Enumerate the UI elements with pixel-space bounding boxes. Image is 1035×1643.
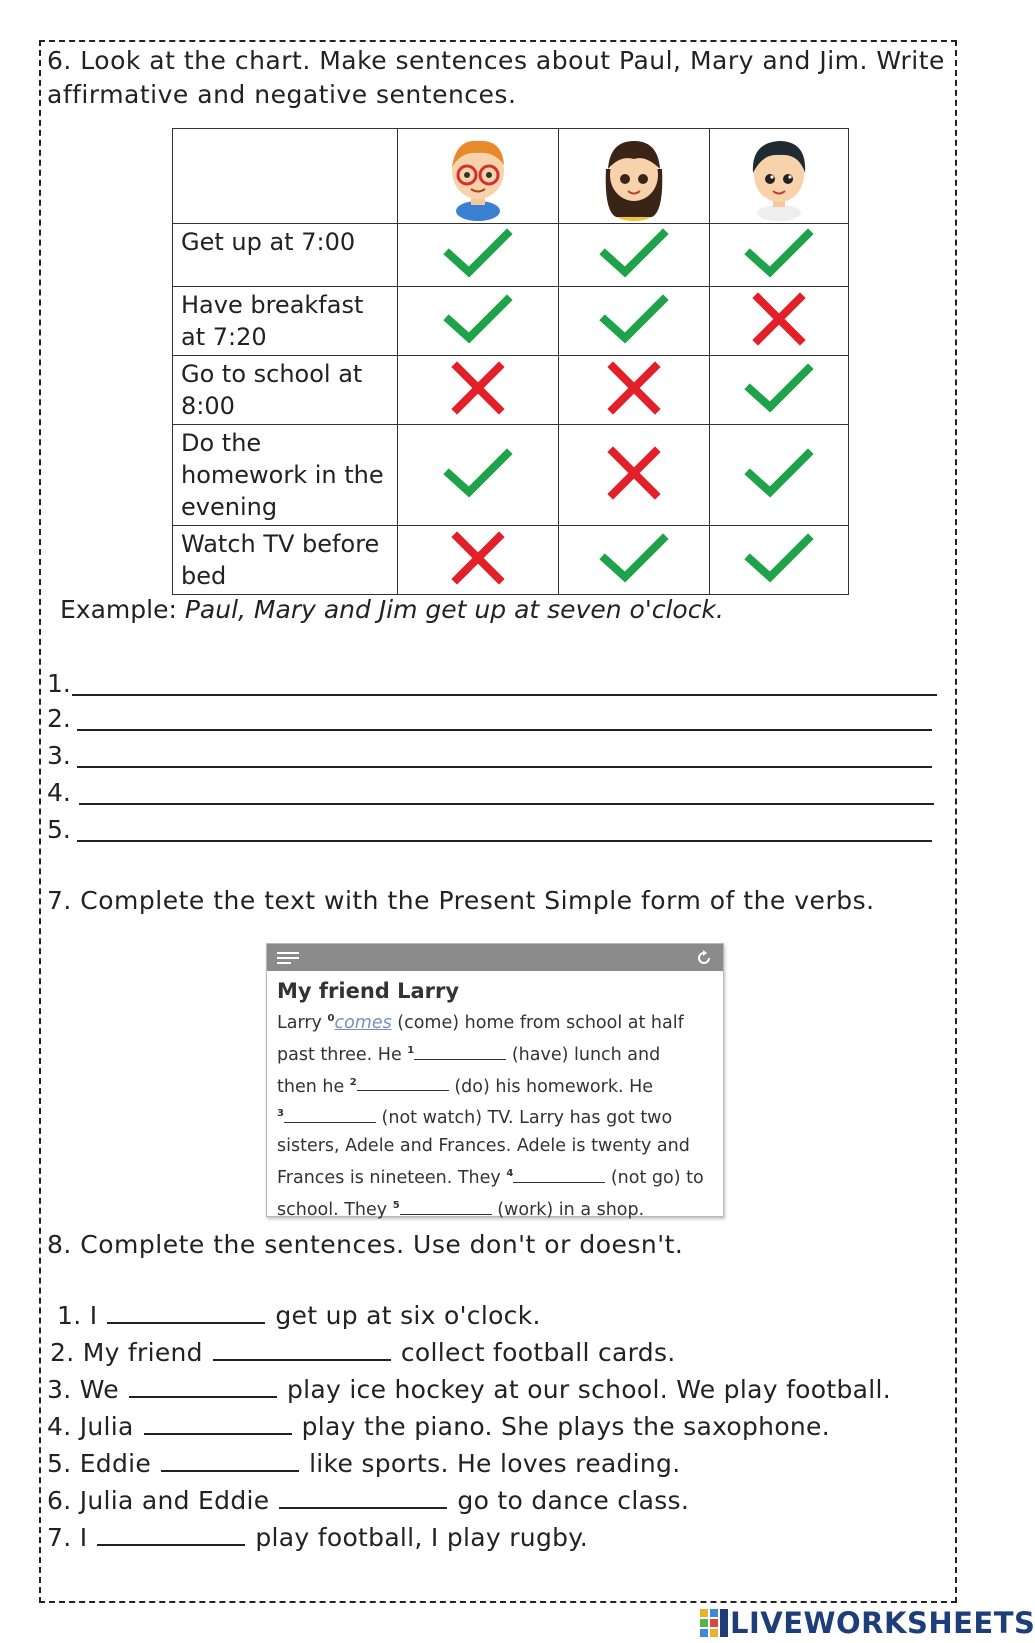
- gap-number: 1: [407, 1044, 415, 1056]
- text-box-body: [277, 1005, 723, 1224]
- paul-row1-mark: [398, 224, 559, 287]
- text-fragment: (not go) to: [605, 1168, 704, 1189]
- sentence-end: get up at six o'clock.: [275, 1301, 541, 1330]
- answer-line-1: [47, 669, 71, 698]
- chart-row-label: Go to school at 8:00: [173, 356, 398, 425]
- answer-line-2: [47, 704, 71, 733]
- sentence-start: 2. My friend: [50, 1338, 203, 1367]
- cross-icon: [443, 531, 513, 586]
- text-fragment: sisters, Adele and Frances. Adele is twenty and: [277, 1136, 690, 1157]
- sentence-end: collect football cards.: [400, 1338, 676, 1367]
- answer-input-3[interactable]: [77, 766, 932, 768]
- sentence-3: [47, 1374, 891, 1404]
- text-fragment: then he: [277, 1076, 350, 1097]
- answer-input-2[interactable]: [77, 729, 932, 731]
- jim-row3-mark: [710, 356, 849, 425]
- chart-row-label: Watch TV before bed: [173, 526, 398, 595]
- sentence-end: play football, I play rugby.: [255, 1523, 589, 1552]
- mary-row5-mark: [559, 526, 710, 595]
- answer-line-4: [47, 778, 71, 807]
- mary-row1-mark: [559, 224, 710, 287]
- sentence-3-input[interactable]: [129, 1374, 277, 1398]
- gap-number: 2: [349, 1076, 357, 1088]
- check-icon: [443, 292, 513, 347]
- answer-line-5: [47, 815, 71, 844]
- gap-4-input[interactable]: [513, 1165, 605, 1183]
- sentence-2-input[interactable]: [213, 1337, 391, 1361]
- check-icon: [443, 446, 513, 501]
- text-box-title: My friend Larry: [277, 979, 460, 1003]
- jim-row2-mark: [710, 287, 849, 356]
- sentence-1-input[interactable]: [107, 1300, 265, 1324]
- answer-number: 2.: [47, 704, 71, 733]
- cross-icon: [744, 292, 814, 347]
- answer-number: 1.: [47, 669, 71, 698]
- check-icon: [599, 226, 669, 281]
- check-icon: [744, 446, 814, 501]
- cross-icon: [443, 361, 513, 416]
- cross-icon: [599, 361, 669, 416]
- exercise7-instruction: 7. Complete the text with the Present Simple form of the verbs.: [47, 886, 875, 915]
- liveworksheets-logo: [700, 1607, 1035, 1639]
- sentence-5-input[interactable]: [161, 1448, 299, 1472]
- sentence-end: play ice hockey at our school. We play football.: [286, 1375, 891, 1404]
- larry-text-box: [266, 943, 724, 1220]
- check-icon: [443, 226, 513, 281]
- sentence-start: 7. I: [47, 1523, 88, 1552]
- answer-number: 3.: [47, 741, 71, 770]
- activity-chart: [172, 128, 849, 595]
- text-fragment: (work) in a shop.: [491, 1199, 645, 1220]
- answer-number: 4.: [47, 778, 71, 807]
- example-label: Example:: [60, 595, 177, 624]
- gap-number: 3: [277, 1108, 284, 1120]
- menu-icon: [277, 952, 301, 964]
- gap-3-input[interactable]: [284, 1105, 376, 1123]
- paul-row4-mark: [398, 425, 559, 526]
- logo-text: LIVEWORKSHEETS: [730, 1606, 1035, 1640]
- answer-line-3: [47, 741, 71, 770]
- sentence-start: 1. I: [57, 1301, 98, 1330]
- gap-number: 0: [327, 1013, 335, 1024]
- answer-number: 5.: [47, 815, 71, 844]
- example-sentence: [60, 595, 724, 624]
- gap-number: 5: [392, 1200, 400, 1212]
- text-fragment: Frances is nineteen. They: [277, 1168, 507, 1189]
- sentence-end: like sports. He loves reading.: [309, 1449, 681, 1478]
- answer-input-5[interactable]: [77, 840, 932, 842]
- jim-avatar: [710, 129, 849, 224]
- sentence-end: go to dance class.: [457, 1486, 690, 1515]
- paul-row3-mark: [398, 356, 559, 425]
- check-icon: [744, 361, 814, 416]
- text-fragment: (have) lunch and: [506, 1044, 661, 1065]
- logo-grid-icon: [700, 1609, 728, 1637]
- example-text: Paul, Mary and Jim get up at seven o'clock.: [184, 595, 724, 624]
- mary-avatar: [559, 129, 710, 224]
- chart-row-label: Do the homework in the evening: [173, 425, 398, 526]
- jim-row5-mark: [710, 526, 849, 595]
- paul-avatar: [398, 129, 559, 224]
- sentence-7: [47, 1522, 588, 1552]
- text-fragment: school. They: [277, 1199, 393, 1220]
- gap-1-input[interactable]: [414, 1042, 506, 1060]
- jim-row1-mark: [710, 224, 849, 287]
- exercise8-instruction: 8. Complete the sentences. Use don't or doesn't.: [47, 1230, 684, 1259]
- sentence-start: 5. Eddie: [47, 1449, 152, 1478]
- mary-row2-mark: [559, 287, 710, 356]
- paul-row2-mark: [398, 287, 559, 356]
- example-answer: comes: [334, 1012, 392, 1033]
- paul-row5-mark: [398, 526, 559, 595]
- sentence-1: [57, 1300, 541, 1330]
- check-icon: [744, 226, 814, 281]
- gap-number: 4: [506, 1168, 514, 1180]
- chart-row-label: Get up at 7:00: [173, 224, 398, 287]
- sentence-end: play the piano. She plays the saxophone.: [301, 1412, 830, 1441]
- sentence-start: 4. Julia: [47, 1412, 134, 1441]
- sentence-start: 3. We: [47, 1375, 119, 1404]
- mary-row4-mark: [559, 425, 710, 526]
- sentence-start: 6. Julia and Eddie: [47, 1486, 270, 1515]
- text-fragment: (do) his homework. He: [448, 1076, 654, 1097]
- gap-5-input[interactable]: [400, 1197, 492, 1215]
- check-icon: [599, 531, 669, 586]
- sentence-2: [50, 1337, 676, 1367]
- text-fragment: past three. He: [277, 1044, 408, 1065]
- refresh-icon: [695, 949, 713, 967]
- gap-2-input[interactable]: [357, 1073, 449, 1091]
- sentence-7-input[interactable]: [97, 1522, 245, 1546]
- sentence-4-input[interactable]: [144, 1411, 292, 1435]
- mary-row3-mark: [559, 356, 710, 425]
- sentence-6-input[interactable]: [279, 1485, 447, 1509]
- sentence-6: [47, 1485, 689, 1515]
- text-fragment: (come) home from school at half: [391, 1012, 684, 1033]
- check-icon: [744, 531, 814, 586]
- check-icon: [599, 292, 669, 347]
- text-fragment: Larry: [277, 1012, 328, 1033]
- sentence-5: [47, 1448, 680, 1478]
- chart-row-label: Have breakfast at 7:20: [173, 287, 398, 356]
- exercise6-instruction-line1: 6. Look at the chart. Make sentences about Paul, Mary and Jim. Write: [47, 46, 945, 75]
- answer-input-4[interactable]: [79, 803, 934, 805]
- cross-icon: [599, 446, 669, 501]
- text-fragment: (not watch) TV. Larry has got two: [375, 1108, 673, 1129]
- jim-row4-mark: [710, 425, 849, 526]
- exercise6-instruction-line2: affirmative and negative sentences.: [47, 80, 517, 109]
- sentence-4: [47, 1411, 830, 1441]
- answer-input-1[interactable]: [72, 694, 937, 696]
- text-box-header: [267, 944, 723, 971]
- chart-corner-cell: [173, 129, 398, 224]
